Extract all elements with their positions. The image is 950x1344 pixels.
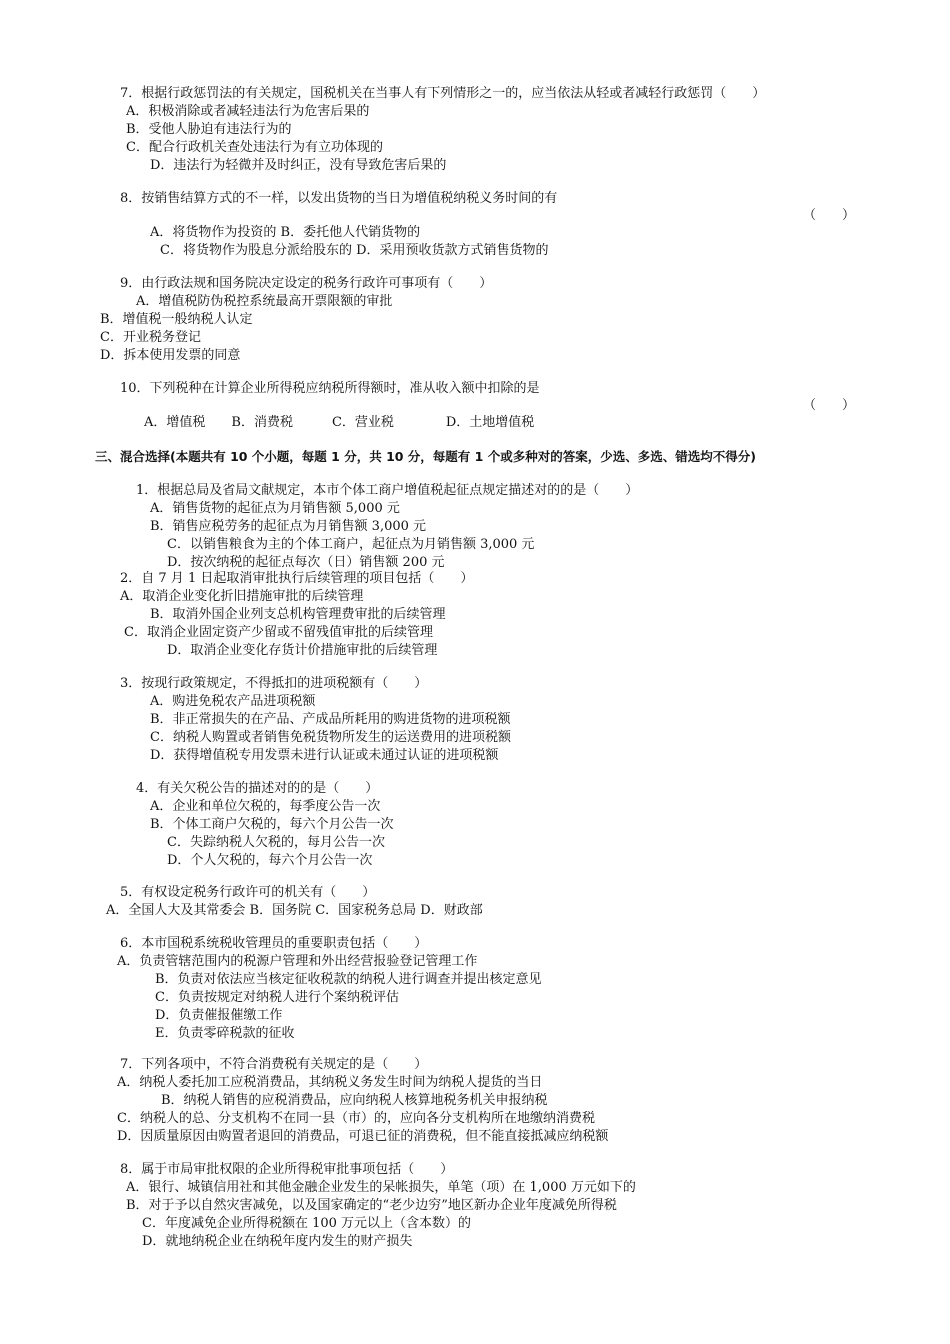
question-7b: 7．下列各项中，不符合消费税有关规定的是（ ） bbox=[120, 1057, 428, 1072]
option-b: B．纳税人销售的应税消费品，应向纳税人核算地税务机关申报纳税 bbox=[161, 1093, 548, 1108]
option-a: A．增值税防伪税控系统最高开票限额的审批 bbox=[136, 294, 393, 309]
option-a: A．银行、城镇信用社和其他金融企业发生的呆帐损失，单笔（项）在 1,000 万元如下的 bbox=[126, 1180, 636, 1195]
option-d: D．拆本使用发票的同意 bbox=[100, 348, 241, 363]
option-e: E．负责零碎税款的征收 bbox=[155, 1026, 295, 1041]
question-9: 9．由行政法规和国务院决定设定的税务行政许可事项有（ ） bbox=[120, 276, 493, 291]
option-c: C．年度减免企业所得税额在 100 万元以上（含本数）的 bbox=[142, 1216, 472, 1231]
question-1: 1．根据总局及省局文献规定，本市个体工商户增值税起征点规定描述对的的是（ ） bbox=[136, 483, 639, 498]
option-a: A．积极消除或者减轻违法行为危害后果的 bbox=[126, 104, 370, 119]
section-heading: 三、混合选择(本题共有 10 个小题，每题 1 分，共 10 分，每题有 1 个或多种对的答案，少选、多选、错选均不得分) bbox=[95, 449, 756, 464]
question-3: 3．按现行政策规定，不得抵扣的进项税额有（ ） bbox=[120, 676, 428, 691]
option-b: B．负责对依法应当核定征收税款的纳税人进行调查并提出核定意见 bbox=[155, 972, 542, 987]
option-d: D．因质量原因由购置者退回的消费品，可退已征的消费税，但不能直接抵减应纳税额 bbox=[117, 1129, 609, 1144]
option-c: C．失踪纳税人欠税的，每月公告一次 bbox=[167, 835, 385, 850]
answer-paren: （ ） bbox=[803, 398, 856, 413]
option-d: D．违法行为轻微并及时纠正，没有导致危害后果的 bbox=[150, 158, 447, 173]
option-c: C．开业税务登记 bbox=[100, 330, 201, 345]
option-b: B．销售应税劳务的起征点为月销售额 3,000 元 bbox=[150, 519, 427, 534]
option-b: B．增值税一般纳税人认定 bbox=[100, 312, 253, 327]
option-a: A．企业和单位欠税的，每季度公告一次 bbox=[150, 799, 381, 814]
option-c: C．纳税人购置或者销售免税货物所发生的运送费用的进项税额 bbox=[150, 730, 511, 745]
option-b: B．对于予以自然灾害减免，以及国家确定的“老少边穷”地区新办企业年度减免所得税 bbox=[126, 1198, 617, 1213]
option-c: C．负责按规定对纳税人进行个案纳税评估 bbox=[155, 990, 399, 1005]
option-b: B．受他人胁迫有违法行为的 bbox=[126, 122, 292, 137]
option-a: A．销售货物的起征点为月销售额 5,000 元 bbox=[150, 501, 400, 516]
option-line: A．增值税 B．消费税 C．营业税 D．土地增值税 bbox=[144, 415, 535, 430]
question-8b: 8．属于市局审批权限的企业所得税审批事项包括（ ） bbox=[120, 1162, 454, 1177]
question-2: 2．自 7 月 1 日起取消审批执行后续管理的项目包括（ ） bbox=[120, 571, 474, 586]
option-d: D．取消企业变化存货计价措施审批的后续管理 bbox=[167, 643, 438, 658]
option-d: D．就地纳税企业在纳税年度内发生的财产损失 bbox=[142, 1234, 413, 1249]
option-d: D．负责催报催缴工作 bbox=[155, 1008, 283, 1023]
option-b: B．个体工商户欠税的，每六个月公告一次 bbox=[150, 817, 394, 832]
option-c: C．纳税人的总、分支机构不在同一县（市）的，应向各分支机构所在地缴纳消费税 bbox=[117, 1111, 595, 1126]
answer-paren: （ ） bbox=[803, 208, 856, 223]
option-d: D．按次纳税的起征点每次（日）销售额 200 元 bbox=[167, 555, 445, 570]
option-a: A．纳税人委托加工应税消费品，其纳税义务发生时间为纳税人提货的当日 bbox=[117, 1075, 543, 1090]
question-4: 4．有关欠税公告的描述对的的是（ ） bbox=[136, 781, 379, 796]
option-line: C．将货物作为股息分派给股东的 D．采用预收货款方式销售货物的 bbox=[160, 243, 549, 258]
option-line: A．将货物作为投资的 B．委托他人代销货物的 bbox=[150, 225, 421, 240]
question-8: 8．按销售结算方式的不一样，以发出货物的当日为增值税纳税义务时间的有 bbox=[120, 191, 558, 206]
question-5: 5．有权设定税务行政许可的机关有（ ） bbox=[120, 885, 376, 900]
option-line: A．全国人大及其常委会 B．国务院 C．国家税务总局 D．财政部 bbox=[106, 903, 483, 918]
option-c: C．以销售粮食为主的个体工商户，起征点为月销售额 3,000 元 bbox=[167, 537, 535, 552]
option-a: A．取消企业变化折旧措施审批的后续管理 bbox=[120, 589, 364, 604]
option-b: B．取消外国企业列支总机构管理费审批的后续管理 bbox=[150, 607, 446, 622]
question-10: 10．下列税种在计算企业所得税应纳税所得额时，准从收入额中扣除的是 bbox=[120, 381, 540, 396]
option-a: A．购进免税农产品进项税额 bbox=[150, 694, 316, 709]
option-c: C．配合行政机关查处违法行为有立功体现的 bbox=[126, 140, 383, 155]
option-b: B．非正常损失的在产品、产成品所耗用的购进货物的进项税额 bbox=[150, 712, 511, 727]
option-c: C．取消企业固定资产少留或不留残值审批的后续管理 bbox=[124, 625, 433, 640]
option-d: D．获得增值税专用发票未进行认证或未通过认证的进项税额 bbox=[150, 748, 499, 763]
option-a: A．负责管辖范围内的税源户管理和外出经营报验登记管理工作 bbox=[117, 954, 478, 969]
question-6: 6．本市国税系统税收管理员的重要职责包括（ ） bbox=[120, 936, 428, 951]
option-d: D．个人欠税的，每六个月公告一次 bbox=[167, 853, 373, 868]
question-7: 7．根据行政惩罚法的有关规定，国税机关在当事人有下列情形之一的，应当依法从轻或者减轻行政惩罚（ ） bbox=[120, 86, 766, 101]
